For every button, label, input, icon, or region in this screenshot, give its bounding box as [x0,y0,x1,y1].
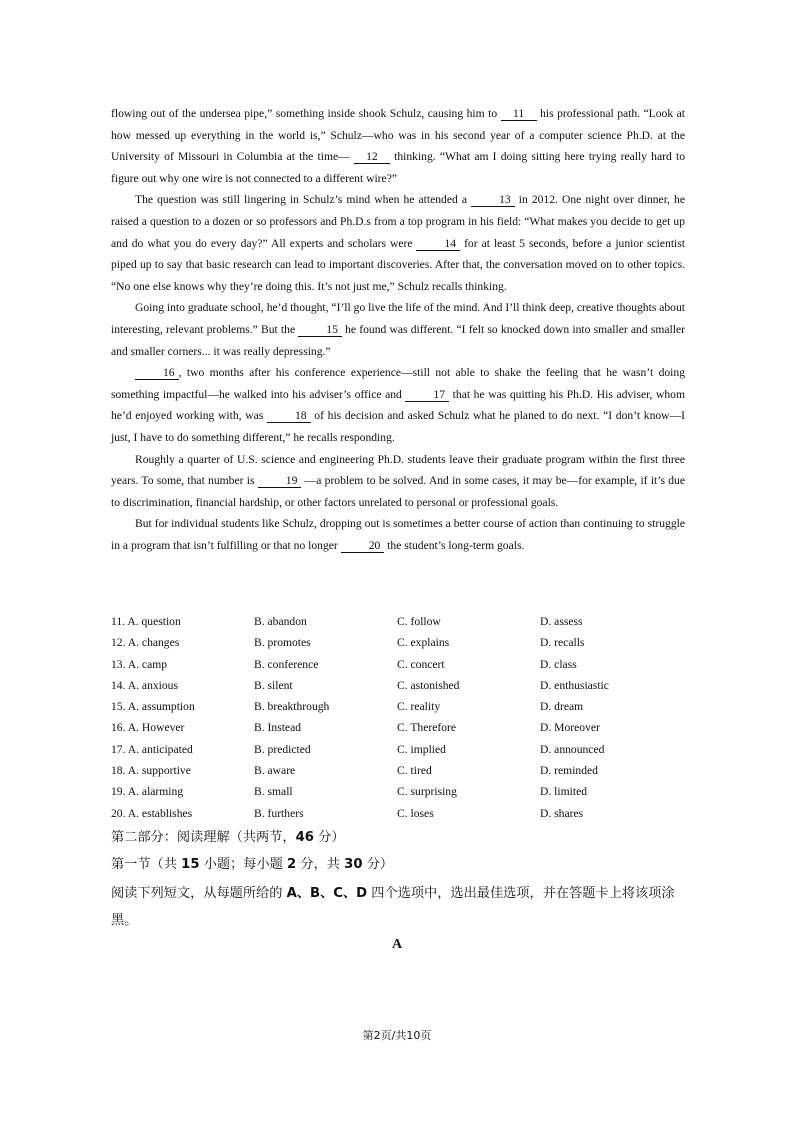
option-a: 13. A. camp [111,657,168,671]
option-d: D. Moreover [540,721,600,735]
blank-15: 15 [298,323,342,337]
option-b: B. Instead [254,721,302,735]
option-c: C. implied [397,742,446,756]
heading-text: 第二部分：阅读理解（共两节， [111,830,296,845]
paragraph-2 [111,189,685,297]
option-a: 16. A. However [111,721,185,735]
option-a: 19. A. alarming [111,785,184,799]
section-1-heading [111,853,711,872]
section-number: 30 [344,857,363,872]
cloze-passage [111,103,685,556]
passage-label: A [391,937,403,952]
option-b: B. promotes [254,636,311,650]
blank-20: 20 [341,539,385,553]
option-row-15 [111,696,685,717]
option-c: C. astonished [397,678,460,692]
answer-options [111,611,685,824]
blank-11: 11 [501,107,537,121]
option-a: 18. A. supportive [111,764,191,778]
paragraph-5 [111,449,685,514]
blank-16: 16 [135,366,179,380]
option-d: D. announced [540,742,605,756]
option-d: D. dream [540,700,584,714]
option-row-20 [111,803,685,824]
option-d: D. shares [540,806,584,820]
section-text: 分，共 [296,857,345,872]
option-d: D. assess [540,615,583,628]
option-a: 14. A. anxious [111,678,178,692]
option-a: 11. A. question [111,615,181,628]
passage-text: in 2012. One night over dinner, he raised a question to a dozen or so professors and Ph.D.s from a top program in his field: “What makes you decide to get up and do what you do every day?” All experts and scholars were [111,193,685,250]
passage-text: Going into graduate school, he’d thought, “I’ll go live the life of the mind. And I’ll think deep, creative thoughts about interesting, relevant problems.” But the [111,301,685,336]
option-row-16 [111,717,685,738]
passage-text: the student’s long-term goals. [384,538,525,552]
option-b: B. abandon [254,615,307,628]
blank-13: 13 [471,193,515,207]
option-c: C. Therefore [397,721,457,735]
option-b: B. predicted [254,742,311,756]
option-d: D. class [540,657,577,671]
section-number: 2 [287,857,297,872]
option-a: 20. A. establishes [111,806,193,820]
passage-text: Roughly a quarter of U.S. science and engineering Ph.D. students leave their graduate program within the first three years. To some, that number is [111,452,685,488]
paragraph-6 [111,513,685,556]
section-number: 15 [181,857,200,872]
passage-text: , two months after his conference experience—still not able to shake the feeling that he wasn’t doing something impactful—he walked into his adviser’s office and [111,366,685,401]
option-row-17 [111,739,685,760]
option-c: C. surprising [397,785,457,799]
option-c: C. follow [397,615,441,628]
section-text: 小题；每小题 [199,857,288,872]
paragraph-1 [111,103,685,189]
option-b: B. aware [254,764,296,778]
heading-text: 分） [313,830,345,845]
option-a: 17. A. anticipated [111,742,193,756]
passage-text: of his decision and asked Schulz what he planed to do next. “I don’t know—I just, I have to do something different,” he recalls responding. [111,409,685,444]
option-row-19 [111,781,685,802]
option-d: D. reminded [540,764,598,778]
blank-12: 12 [354,150,390,164]
blank-14: 14 [416,237,460,251]
option-row-18 [111,760,685,781]
instructions [111,880,685,934]
instruction-text: 阅读下列短文，从每题所给的 [111,886,287,901]
option-d: D. recalls [540,636,585,650]
blank-17: 17 [405,388,449,402]
option-c: C. concert [397,657,445,671]
passage-text: But for individual students like Schulz, dropping out is sometimes a better course of action than continuing to struggle in a program that isn’t fulfilling or that no longer [111,517,685,552]
option-row-12 [111,632,685,653]
heading-score: 46 [295,830,314,845]
passage-text: thinking. “What am I doing sitting here trying really hard to figure out why one wire is not connected to a different wire?” [111,150,685,185]
passage-text: —a problem to be solved. And in some cases, it may be—for example, if it’s due to discrimination, financial hardship, or other factors unrelated to personal or professional goals. [111,474,686,509]
option-row-11 [111,611,685,632]
passage-text: The question was still lingering in Schulz’s mind when he attended a [135,193,472,207]
passage-text: for at least 5 seconds, before a junior scientist piped up to say that basic research can lead to important discoveries. After that, the conversation moved on to other topics. “No one else knows why they’re doing this. It’s not just me,” Schulz recalls thinking. [111,236,686,293]
option-b: B. furthers [254,806,304,820]
passage-text: his professional path. “Look at how messed up everything in the world is,” Schulz—who was in his second year of a computer science Ph.D. at the University of Missouri in Columbia at the time— [111,107,685,164]
blank-18: 18 [267,409,311,423]
option-b: B. breakthrough [254,700,330,714]
instruction-options: A、B、C、D [286,886,368,901]
option-row-14 [111,675,685,696]
passage-text: flowing out of the undersea pipe,” something inside shook Schulz, causing him to [111,107,501,120]
option-a: 12. A. changes [111,636,180,650]
page-footer: 第2页/共10页 [362,1029,432,1042]
instruction-text: 四个选项中，选出最佳选项，并在答题卡上将该项涂黑。 [111,886,675,928]
option-d: D. limited [540,785,588,799]
section-text: 第一节（共 [111,857,182,872]
option-c: C. reality [397,700,441,714]
option-c: C. explains [397,636,450,650]
section-text: 分） [362,857,394,872]
paragraph-4 [111,362,685,448]
paragraph-3 [111,297,685,362]
option-row-13 [111,654,685,675]
blank-19: 19 [258,474,302,488]
option-c: C. tired [397,764,432,778]
passage-text: that he was quitting his Ph.D. His adviser, whom he’d enjoyed working with, was [111,387,685,423]
option-d: D. enthusiastic [540,678,609,692]
option-a: 15. A. assumption [111,700,195,714]
part-2-heading [111,826,711,845]
option-b: B. small [254,785,293,799]
option-b: B. silent [254,678,293,692]
option-c: C. loses [397,806,434,820]
option-b: B. conference [254,657,319,671]
passage-text: he found was different. “I felt so knocked down into smaller and smaller and smaller corners... it was really depressing.” [111,322,685,358]
